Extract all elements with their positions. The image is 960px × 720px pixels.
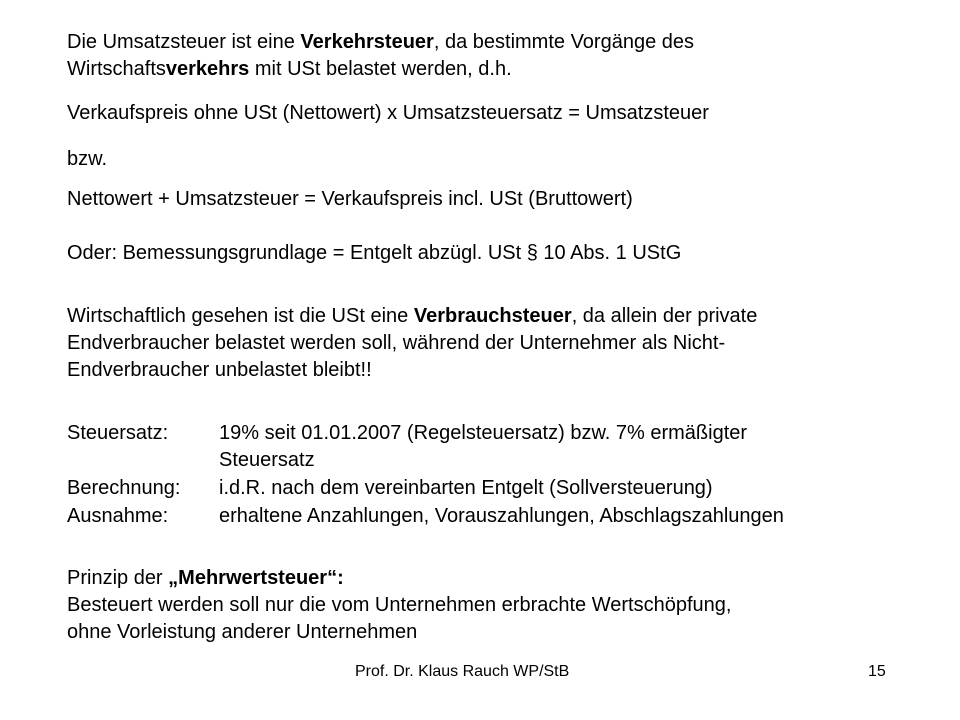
formula-gross: Nettowert + Umsatzsteuer = Verkaufspreis incl. USt (Bruttowert) bbox=[67, 188, 633, 210]
consumption-bold-term: Verbrauchsteuer bbox=[413, 305, 572, 327]
steuersatz-value-2: Steuersatz bbox=[219, 449, 315, 471]
footer-author: Prof. Dr. Klaus Rauch WP/StB bbox=[355, 663, 570, 680]
consumption-line-2: Endverbraucher belastet werden soll, während der Unternehmer als Nicht- bbox=[67, 332, 726, 354]
consumption-text: Wirtschaftlich gesehen ist die USt eine bbox=[67, 305, 414, 327]
consumption-line-3: Endverbraucher unbelastet bleibt!! bbox=[67, 359, 372, 381]
oder-line: Oder: Bemessungsgrundlage = Entgelt abzügl. USt § 10 Abs. 1 UStG bbox=[67, 242, 682, 264]
intro-bold-term: verkehrs bbox=[165, 58, 250, 80]
berechnung-value: i.d.R. nach dem vereinbarten Entgelt (Sollversteuerung) bbox=[219, 477, 713, 499]
consumption-line-1 bbox=[67, 303, 757, 330]
prinzip-heading bbox=[67, 565, 344, 592]
consumption-text: , da allein der private bbox=[571, 305, 758, 327]
prinzip-line-2: ohne Vorleistung anderer Unternehmen bbox=[67, 621, 418, 643]
intro-line-2 bbox=[67, 56, 512, 83]
page-number: 15 bbox=[868, 663, 886, 680]
intro-text: , da bestimmte Vorgänge des bbox=[433, 31, 694, 53]
intro-line-1 bbox=[67, 29, 694, 56]
bzw-text: bzw. bbox=[67, 148, 108, 170]
ausnahme-label: Ausnahme: bbox=[67, 505, 169, 527]
prinzip-text: Prinzip der bbox=[67, 567, 169, 589]
steuersatz-value-1: 19% seit 01.01.2007 (Regelsteuersatz) bzw. 7% ermäßigter bbox=[219, 422, 748, 444]
prinzip-line-1: Besteuert werden soll nur die vom Unternehmen erbrachte Wertschöpfung, bbox=[67, 594, 732, 616]
intro-text: mit USt belastet werden, d.h. bbox=[249, 58, 512, 80]
formula-net-tax: Verkaufspreis ohne USt (Nettowert) x Umsatzsteuersatz = Umsatzsteuer bbox=[67, 102, 709, 124]
intro-bold-term: Verkehrsteuer bbox=[300, 31, 434, 53]
prinzip-bold-term: „Mehrwertsteuer“: bbox=[168, 567, 344, 589]
ausnahme-value: erhaltene Anzahlungen, Vorauszahlungen, Abschlagszahlungen bbox=[219, 505, 784, 527]
steuersatz-label: Steuersatz: bbox=[67, 422, 169, 444]
intro-text: Wirtschafts bbox=[67, 58, 166, 80]
berechnung-label: Berechnung: bbox=[67, 477, 181, 499]
intro-text: Die Umsatzsteuer ist eine bbox=[67, 31, 301, 53]
